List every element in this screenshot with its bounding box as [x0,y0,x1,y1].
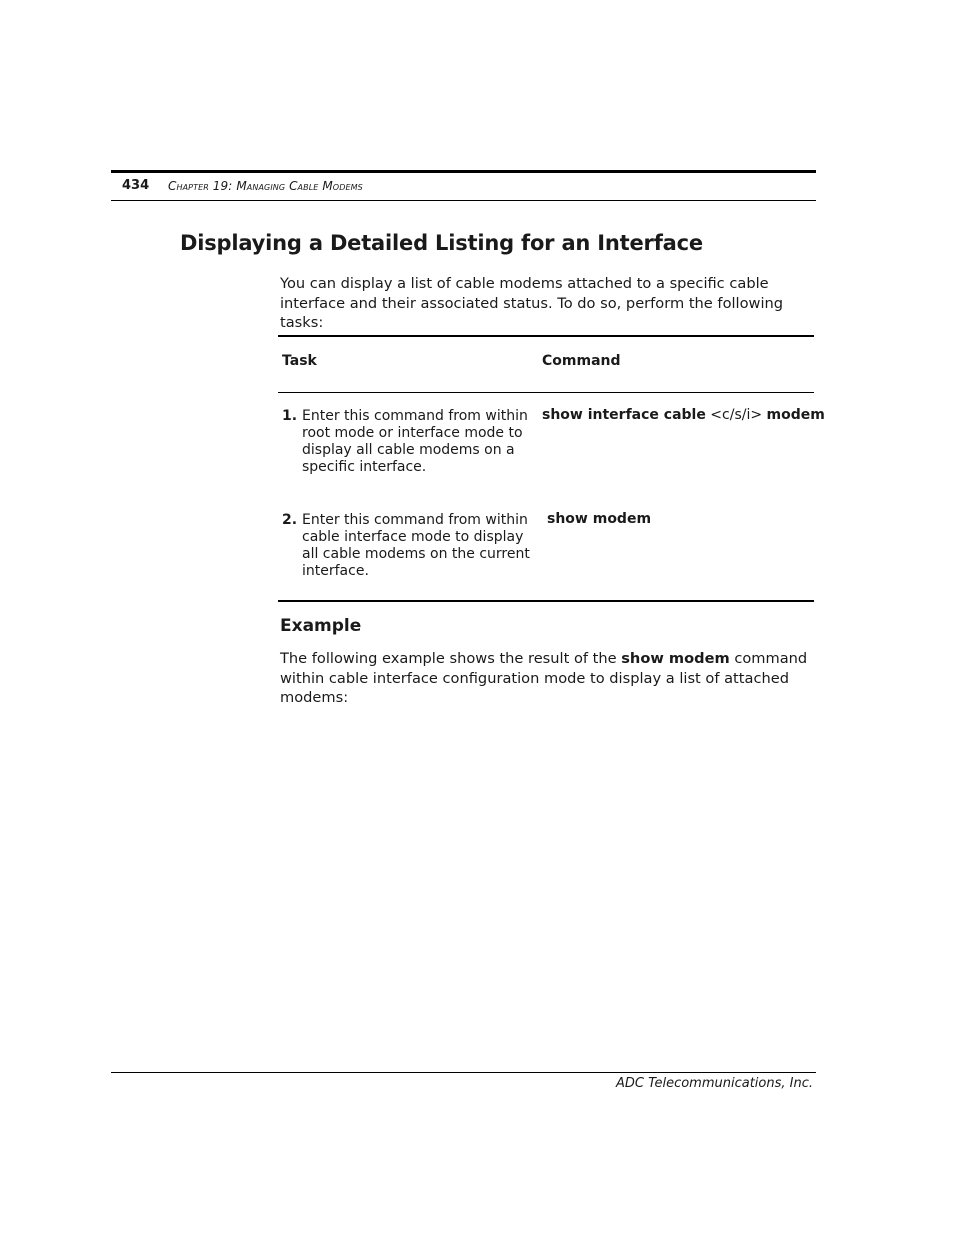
example-paragraph [280,649,815,708]
step-number: 1. [282,408,298,424]
page-number: 434 [122,178,150,193]
step-number: 2. [282,512,298,528]
table-bottom-rule [278,600,814,602]
command-keyword: show interface cable [542,407,706,423]
table-top-rule [278,335,814,337]
command-text [547,511,651,527]
table-header-command: Command [542,353,621,369]
example-text-after: command within cable interface configuration mode to display a list of attached modems: [280,650,808,706]
running-head: Chapter 19: Managing Cable Modems [168,179,363,193]
header-bottom-rule [111,200,816,201]
command-text [542,407,825,423]
command-keyword: show modem [547,511,652,527]
command-argument: <c/s/i> [705,407,767,423]
footer-rule [111,1072,816,1073]
example-command: show modem [621,650,730,667]
task-description: Enter this command from within cable interface mode to display all cable modems on the current interface. [302,512,530,579]
table-header-rule [278,392,814,393]
footer-company: ADC Telecommunications, Inc. [616,1076,813,1091]
section-title: Displaying a Detailed Listing for an Interface [180,231,703,255]
task-description: Enter this command from within root mode or interface mode to display all cable modems on a specific interface. [302,408,528,475]
example-heading: Example [280,616,362,636]
intro-paragraph: You can display a list of cable modems attached to a specific cable interface and their associated status. To do so, perform the following tasks: [280,275,784,331]
example-text-before: The following example shows the result of the [280,650,622,667]
table-header-task: Task [282,353,317,369]
command-keyword: modem [766,407,825,423]
header-top-rule [111,170,816,173]
